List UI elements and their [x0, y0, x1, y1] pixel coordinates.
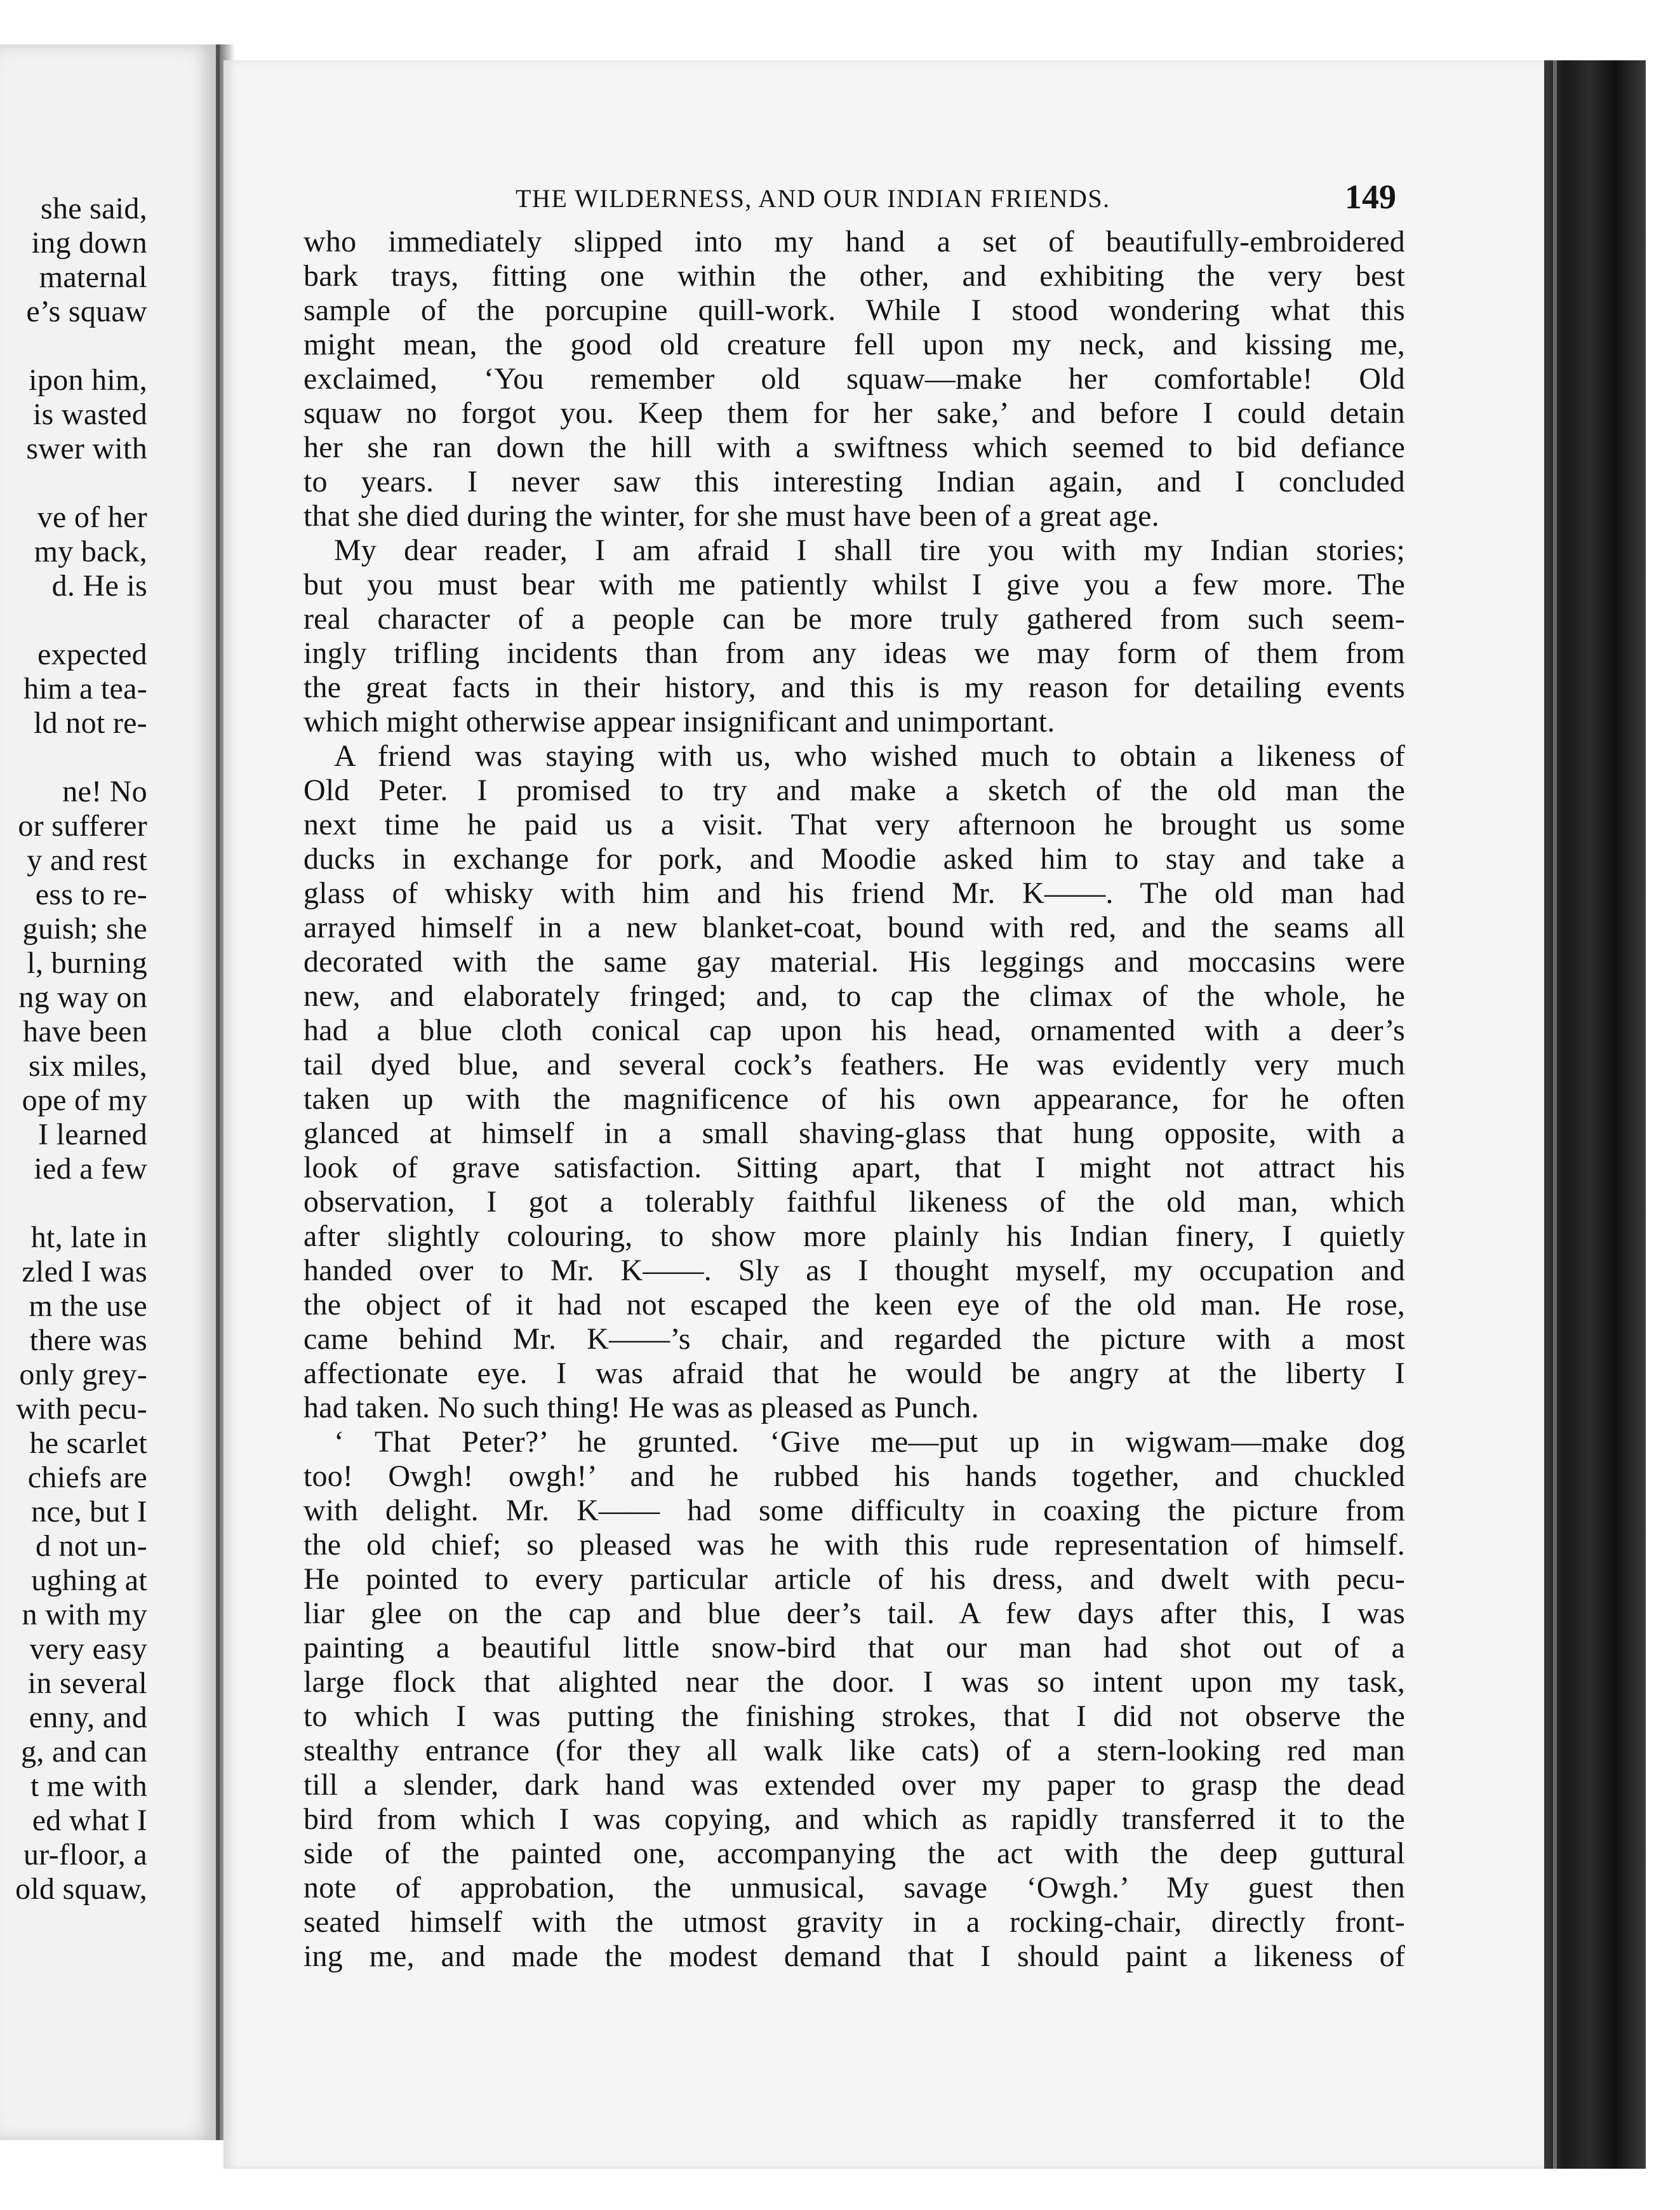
- left-page-line: d. He is: [51, 569, 147, 603]
- left-page-line: is wasted: [32, 398, 147, 431]
- text-line: that she died during the winter, for she must have been of a great age.: [303, 499, 1159, 533]
- left-page-line: ne! No: [62, 775, 147, 808]
- text-line: exclaimed, ‘You remember old squaw—make her comfortable! Old: [303, 362, 1405, 396]
- left-page-line: six miles,: [28, 1049, 147, 1083]
- text-line: glanced at himself in a small shaving-glass that hung opposite, with a: [303, 1116, 1405, 1150]
- left-page-line: n with my: [22, 1598, 147, 1631]
- left-page-line: ve of her: [37, 500, 147, 534]
- left-page-line: maternal: [39, 260, 147, 294]
- left-page-line: she said,: [40, 192, 147, 225]
- left-page-line: my back,: [34, 535, 147, 568]
- left-page-line: ur-floor, a: [23, 1838, 147, 1872]
- text-line: sample of the porcupine quill-work. While I stood wondering what this: [303, 293, 1405, 327]
- left-page-line: d not un-: [35, 1529, 147, 1563]
- left-page-line: zled I was: [22, 1255, 147, 1289]
- left-page-line: there was: [29, 1323, 147, 1357]
- left-page-line: I learned: [38, 1118, 147, 1151]
- text-line: squaw no forgot you. Keep them for her sake,’ and before I could detain: [303, 396, 1405, 430]
- text-line: glass of whisky with him and his friend Mr. K——. The old man had: [303, 876, 1405, 910]
- text-line: stealthy entrance (for they all walk like cats) of a stern-looking red man: [303, 1734, 1405, 1767]
- text-line: too! Owgh! owgh!’ and he rubbed his hands together, and chuckled: [303, 1459, 1405, 1493]
- text-line: side of the painted one, accompanying the act with the deep guttural: [303, 1837, 1405, 1870]
- text-line: who immediately slipped into my hand a set of beautifully-embroidered: [303, 225, 1405, 258]
- text-line: ingly trifling incidents than from any ideas we may form of them from: [303, 636, 1405, 670]
- left-page: [0, 44, 220, 2140]
- left-page-line: with pecu-: [16, 1392, 147, 1426]
- left-page-line: ng way on: [18, 981, 147, 1014]
- body-text: [303, 225, 1405, 1974]
- text-line: new, and elaborately fringed; and, to cap the climax of the whole, he: [303, 979, 1405, 1013]
- left-page-line: ughing at: [31, 1564, 147, 1597]
- left-page-line: e’s squaw: [26, 295, 147, 328]
- left-page-line: g, and can: [21, 1735, 147, 1769]
- text-line: A friend was staying with us, who wished much to obtain a likeness of: [334, 739, 1405, 773]
- left-page-line: chiefs are: [27, 1461, 147, 1494]
- text-line: ducks in exchange for pork, and Moodie asked him to stay and take a: [303, 842, 1405, 876]
- text-line: to years. I never saw this interesting Indian again, and I concluded: [303, 465, 1405, 499]
- left-page-line: ipon him,: [29, 363, 147, 397]
- text-line: arrayed himself in a new blanket-coat, bound with red, and the seams all: [303, 911, 1405, 944]
- running-header: THE WILDERNESS, AND OUR INDIAN FRIENDS.: [516, 184, 1110, 213]
- text-line: with delight. Mr. K—— had some difficulty in coaxing the picture from: [303, 1494, 1405, 1527]
- left-page-line: ess to re-: [35, 878, 147, 911]
- text-line: bark trays, fitting one within the other, and exhibiting the very best: [303, 259, 1405, 293]
- text-line: the old chief; so pleased was he with this rude representation of himself.: [303, 1528, 1405, 1562]
- text-line: might mean, the good old creature fell upon my neck, and kissing me,: [303, 328, 1405, 361]
- left-page-line: ing down: [31, 226, 147, 260]
- left-page-line: in several: [27, 1666, 147, 1700]
- text-line: after slightly colouring, to show more plainly his Indian finery, I quietly: [303, 1219, 1405, 1253]
- left-page-line: ed what I: [32, 1804, 147, 1837]
- text-line: till a slender, dark hand was extended over my paper to grasp the dead: [303, 1768, 1405, 1802]
- text-line: tail dyed blue, and several cock’s feathers. He was evidently very much: [303, 1048, 1405, 1082]
- text-line: had a blue cloth conical cap upon his head, ornamented with a deer’s: [303, 1014, 1405, 1047]
- text-line: look of grave satisfaction. Sitting apart, that I might not attract his: [303, 1151, 1405, 1184]
- left-page-line: he scarlet: [29, 1426, 147, 1460]
- left-page-line: swer with: [26, 432, 147, 465]
- text-line: decorated with the same gay material. His leggings and moccasins were: [303, 945, 1405, 979]
- text-line: He pointed to every particular article of his dress, and dwelt with pecu-: [303, 1562, 1405, 1596]
- left-page-line: ld not re-: [34, 706, 147, 740]
- left-page-line: guish; she: [22, 912, 147, 946]
- left-page-line: m the use: [29, 1289, 147, 1323]
- text-line: observation, I got a tolerably faithful likeness of the old man, which: [303, 1185, 1405, 1219]
- left-page-line: enny, and: [29, 1701, 147, 1734]
- left-page-line: only grey-: [19, 1358, 147, 1391]
- text-line: handed over to Mr. K——. Sly as I thought myself, my occupation and: [303, 1254, 1405, 1287]
- left-page-line: very easy: [29, 1632, 147, 1666]
- text-line: large flock that alighted near the door. I was so intent upon my task,: [303, 1665, 1405, 1699]
- left-page-line: old squaw,: [15, 1872, 147, 1906]
- left-page-line: have been: [23, 1015, 147, 1048]
- text-line: liar glee on the cap and blue deer’s tail. A few days after this, I was: [303, 1597, 1405, 1630]
- text-line: bird from which I was copying, and which as rapidly transferred it to the: [303, 1802, 1405, 1836]
- left-page-line: y and rest: [27, 843, 147, 877]
- text-line: her she ran down the hill with a swiftness which seemed to bid defiance: [303, 431, 1405, 464]
- text-line: came behind Mr. K——’s chair, and regarded the picture with a most: [303, 1322, 1405, 1356]
- left-page-line: ht, late in: [30, 1221, 147, 1254]
- text-line: which might otherwise appear insignificant and unimportant.: [303, 705, 1055, 739]
- text-line: My dear reader, I am afraid I shall tire you with my Indian stories;: [334, 533, 1405, 567]
- left-page-line: l, burning: [27, 946, 147, 980]
- left-page-line: expected: [37, 638, 147, 671]
- text-line: affectionate eye. I was afraid that he would be angry at the liberty I: [303, 1356, 1405, 1390]
- page-number: 149: [1345, 178, 1396, 216]
- left-page-line: t me with: [30, 1769, 147, 1803]
- text-line: real character of a people can be more truly gathered from such seem-: [303, 602, 1405, 636]
- page-edges: [1544, 60, 1646, 2169]
- text-line: the great facts in their history, and this is my reason for detailing events: [303, 671, 1405, 704]
- text-line: the object of it had not escaped the keen eye of the old man. He rose,: [303, 1288, 1405, 1322]
- text-line: Old Peter. I promised to try and make a sketch of the old man the: [303, 774, 1405, 807]
- text-line: had taken. No such thing! He was as pleased as Punch.: [303, 1391, 979, 1424]
- left-page-line: nce, but I: [31, 1495, 147, 1529]
- text-line: but you must bear with me patiently whilst I give you a few more. The: [303, 568, 1405, 601]
- text-line: next time he paid us a visit. That very afternoon he brought us some: [303, 808, 1405, 841]
- left-page-line: or sufferer: [18, 809, 147, 843]
- text-line: note of approbation, the unmusical, savage ‘Owgh.’ My guest then: [303, 1871, 1405, 1905]
- left-page-line: ope of my: [22, 1083, 147, 1117]
- text-line: seated himself with the utmost gravity in a rocking-chair, directly front-: [303, 1905, 1405, 1939]
- left-page-line: him a tea-: [23, 672, 147, 706]
- text-line: to which I was putting the finishing strokes, that I did not observe the: [303, 1699, 1405, 1733]
- text-line: taken up with the magnificence of his own appearance, for he often: [303, 1082, 1405, 1116]
- left-page-line: ied a few: [34, 1152, 147, 1186]
- text-line: ing me, and made the modest demand that I should paint a likeness of: [303, 1939, 1405, 1973]
- text-line: painting a beautiful little snow-bird that our man had shot out of a: [303, 1631, 1405, 1664]
- text-line: ‘ That Peter?’ he grunted. ‘Give me—put up in wigwam—make dog: [334, 1425, 1405, 1459]
